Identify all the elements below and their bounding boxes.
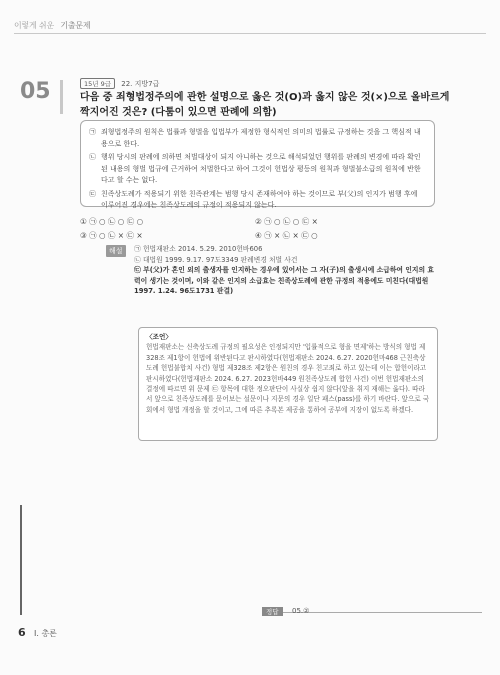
header-divider: [14, 33, 486, 34]
statement-text: 죄형법정주의 원칙은 법률과 형벌을 입법부가 제정한 형식적인 의미의 법률로 규정하는 것을 그 핵심적 내용으로 한다.: [101, 128, 421, 148]
choice-2[interactable]: ② ㉠ ○ ㉡ ○ ㉢ ×: [255, 216, 318, 226]
statement-mark: ㉡: [89, 153, 96, 161]
page-header: [14, 20, 90, 31]
choice-1[interactable]: ① ㉠ ○ ㉡ ○ ㉢ ○: [80, 216, 144, 226]
question-number: 05: [20, 79, 51, 104]
choice-3[interactable]: ③ ㉠ ○ ㉡ × ㉢ ×: [80, 230, 143, 240]
statement-item: [89, 127, 426, 150]
statement-text: 행위 당시의 판례에 의하면 처벌대상이 되지 아니하는 것으로 해석되었던 행위를 판례의 변경에 따라 확인된 내용의 형벌 법규에 근거하여 처벌한다고 하여 그것이 헌법상 평등의 원칙과 형벌불소급의 원칙에 반한다고 할 수는 없다.: [101, 153, 421, 184]
question-bar: [60, 80, 63, 114]
choice-row: [80, 228, 440, 242]
statement-box: [80, 120, 435, 207]
book-title: 이렇게 쉬운: [14, 21, 54, 30]
solution-line: ㉢ 부(父)가 혼인 외의 출생자를 인지하는 경우에 있어서는 그 자(子)의 출생시에 소급하여 인지의 효력이 생기는 것이며, 이와 같은 인지의 소급효는 친족상도례에 관한 규정의 적용에도 미친다(대법원 1997. 1.24. 96도1731 판결): [134, 266, 434, 295]
advice-caption: 〈조언〉: [146, 333, 172, 341]
statement-mark: ㉢: [89, 189, 96, 198]
side-bar: [20, 505, 22, 615]
choice-row: [80, 214, 440, 228]
choice-4[interactable]: ④ ㉠ × ㉡ × ㉢ ○: [255, 230, 318, 240]
question-meta: 22. 지방7급: [121, 80, 160, 88]
question-meta-row: [80, 78, 159, 89]
advice-box: [138, 327, 438, 441]
question-tag: 15년 9급: [80, 78, 115, 89]
solution-line: ㉡ 대법원 1999. 9.17. 97도3349 판례변경 처벌 사건: [134, 255, 298, 264]
question-text: 다음 중 죄형법정주의에 관한 설명으로 옳은 것(O)과 옳지 않은 것(×)으로 올바르게 짝지어진 것은? (다툼이 있으면 판례에 의함): [80, 92, 450, 118]
solution-tag: 해설: [106, 245, 126, 257]
chapter-title: 기출문제: [60, 21, 91, 30]
statement-item: [89, 189, 426, 212]
answer-value: 05.②: [292, 607, 310, 615]
section-label: Ⅰ. 총론: [34, 629, 57, 638]
statement-item: [89, 152, 426, 187]
solution-lines: [134, 244, 434, 297]
page-number: 6: [18, 626, 26, 639]
answer-choices: [80, 214, 440, 242]
statement-text: 친족상도례가 적용되기 위한 친족관계는 범행 당시 존재하여야 하는 것이므로 부(父)의 인지가 범행 후에 이루어진 경우에는 친족상도례의 규정이 적용되지 않는다.: [101, 189, 418, 209]
advice-text: 헌법재판소는 신축상도례 규정의 필요성은 인정되지만 '입률적으로 형을 면제'하는 방식의 형법 제328조 제1항이 헌법에 위반된다고 판시하였다(헌법재판소 2024. 6.27. 2020헌마468 근친축상도례 헌법불합치 사건) 형법 제328조 제2항은 원친의 경우 친고죄로 하고 있는데 이는 합헌이라고 판시하였다(헌법재판소 2024. 6.27. 2023헌바449 원친족상도례 합헌 사건) 이번 헌법재판소의 결정에 따르면 위 문제 ㉢ 항목에 대한 정오판단이 사실상 쉽지 않다(앞을 취지 재해는 옳다). 따라서 앞으로 친족상도례를 묻어보는 설문이나 지문의 경우 일단 패스(pass)를 하기 바란다. 앞으로 국회에서 형법 개정을 할 것이고, 그에 따른 추록본 제공을 통하여 공부에 지장이 없도록 하겠다.: [146, 343, 430, 414]
statement-mark: ㉠: [89, 128, 96, 136]
solution-line: ㉠ 헌법재판소 2014. 5.29. 2010헌바606: [134, 245, 263, 253]
answer-label: 정답: [262, 607, 283, 616]
